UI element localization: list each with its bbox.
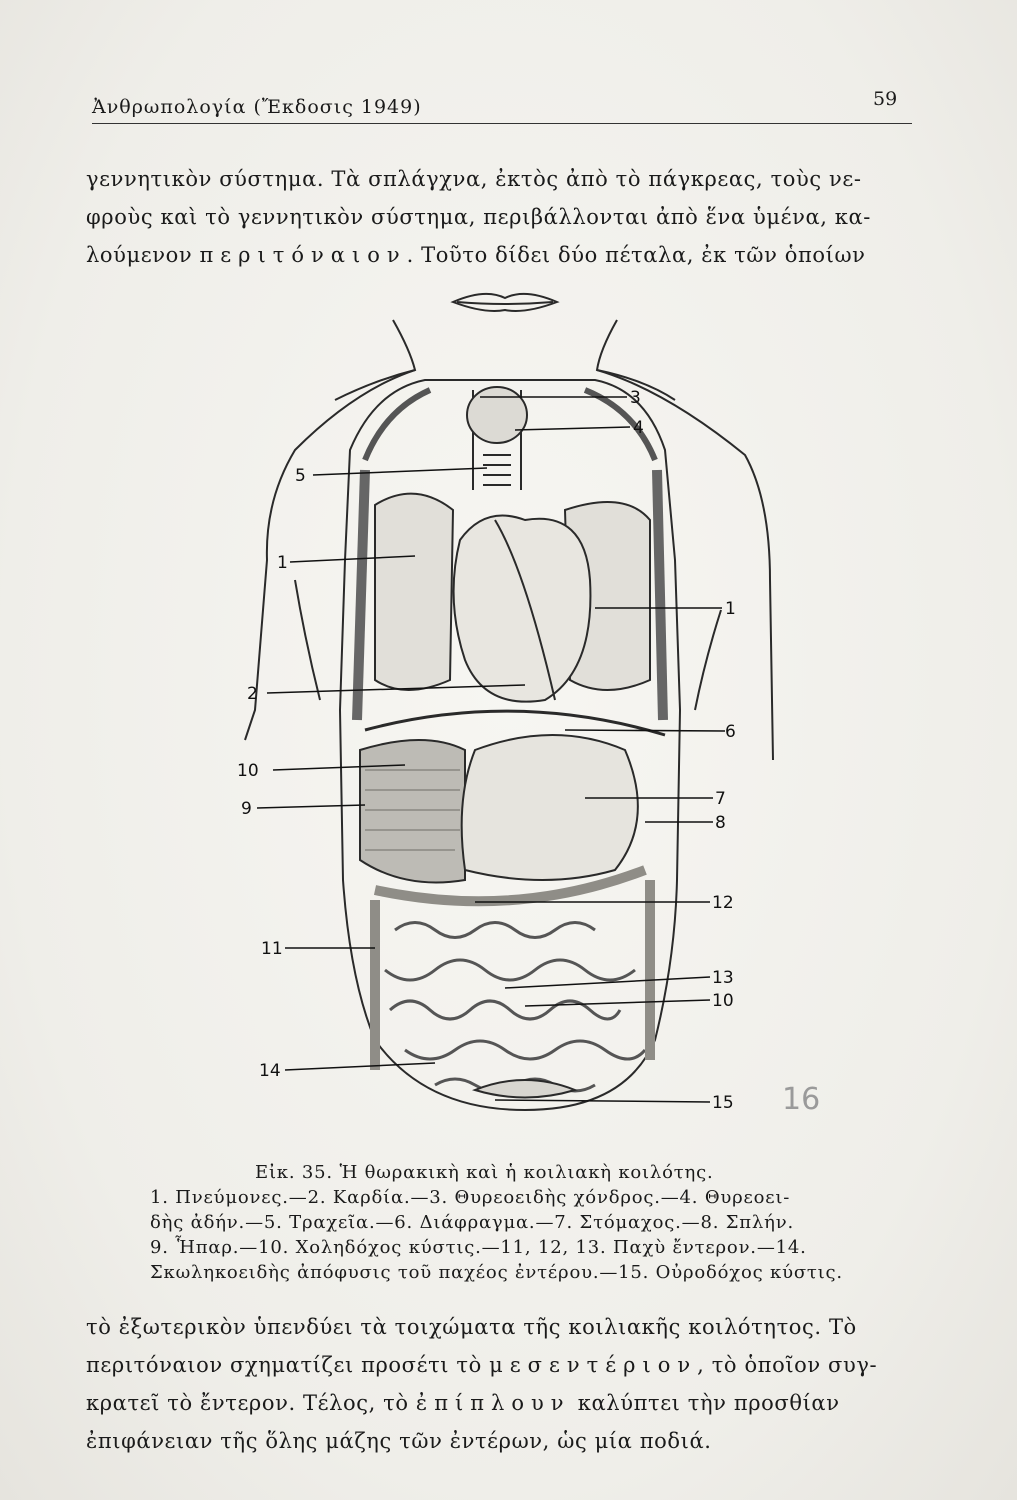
label-10-bottom: 10 xyxy=(712,991,734,1011)
label-9: 9 xyxy=(241,799,252,819)
label-1-right: 1 xyxy=(725,599,736,619)
text-line: γεννητικὸν σύστημα. Τὰ σπλάγχνα, ἐκτὸς ἀπὸ τὸ πάγκρεας, τοὺς νε- xyxy=(86,167,862,191)
leader-9 xyxy=(257,805,365,808)
thorax-abdomen-illustration xyxy=(225,280,785,1150)
label-3: 3 xyxy=(630,388,641,408)
spaced-term: ἐπίπλουν xyxy=(415,1391,571,1415)
text-line: λούμενον περιτόναιον. Τοῦτο δίδει δύο πέταλα, ἐκ τῶν ὁποίων xyxy=(86,243,866,267)
label-13: 13 xyxy=(712,968,734,988)
label-1-left: 1 xyxy=(277,553,288,573)
caption-line: 1. Πνεύμονες.—2. Καρδία.—3. Θυρεοειδὴς χόνδρος.—4. Θυρεοει- xyxy=(150,1187,791,1208)
caption-line: 9. Ἧπαρ.—10. Χοληδόχος κύστις.—11, 12, 13. Παχὺ ἔντερον.—14. xyxy=(150,1237,807,1258)
leader-15 xyxy=(495,1100,710,1102)
spaced-term: περιτόναιον xyxy=(199,243,407,267)
caption-title: Εἰκ. 35. Ἡ θωρακικὴ καὶ ἡ κοιλιακὴ κοιλότης. xyxy=(255,1162,714,1183)
body-text-top xyxy=(86,160,926,274)
text-line: ἐπιφάνειαν τῆς ὅλης μάζης τῶν ἐντέρων, ὡς μία ποδιά. xyxy=(86,1429,712,1453)
label-5: 5 xyxy=(295,466,306,486)
text-line: φροὺς καὶ τὸ γεννητικὸν σύστημα, περιβάλλονται ἀπὸ ἕνα ὑμένα, κα- xyxy=(86,205,871,229)
label-11: 11 xyxy=(261,939,283,959)
running-title: Ἀνθρωπολογία (Ἔκδοσις 1949) xyxy=(92,96,422,118)
label-10-top: 10 xyxy=(237,761,259,781)
figure-caption xyxy=(150,1160,910,1285)
pencil-annotation: 16 xyxy=(782,1082,821,1117)
label-15: 15 xyxy=(712,1093,734,1113)
leader-4 xyxy=(515,427,630,430)
caption-line: δὴς ἀδήν.—5. Τραχεῖα.—6. Διάφραγμα.—7. Στόμαχος.—8. Σπλήν. xyxy=(150,1212,794,1233)
caption-line: Σκωληκοειδὴς ἀπόφυσις τοῦ παχέος ἐντέρου.—15. Οὐροδόχος κύστις. xyxy=(150,1262,843,1283)
leader-6 xyxy=(565,730,725,731)
anatomy-figure xyxy=(225,280,785,1150)
text-line: τὸ ἐξωτερικὸν ὑπενδύει τὰ τοιχώματα τῆς κοιλιακῆς κοιλότητος. Τὸ xyxy=(86,1315,857,1339)
leader-10b xyxy=(525,1000,710,1006)
text-line: περιτόναιον σχηματίζει προσέτι τὸ μεσεντέριον, τὸ ὁποῖον συγ- xyxy=(86,1353,878,1377)
label-12: 12 xyxy=(712,893,734,913)
label-7: 7 xyxy=(715,789,726,809)
label-14: 14 xyxy=(259,1061,281,1081)
leader-14 xyxy=(285,1063,435,1070)
label-6: 6 xyxy=(725,722,736,742)
body-text-bottom xyxy=(86,1308,926,1460)
leader-5 xyxy=(313,468,487,475)
header-rule xyxy=(92,123,912,124)
label-2: 2 xyxy=(247,684,258,704)
spaced-term: μεσεντέριον xyxy=(489,1353,698,1377)
label-8: 8 xyxy=(715,813,726,833)
page-number: 59 xyxy=(873,88,898,110)
text-line: κρατεῖ τὸ ἔντερον. Τέλος, τὸ ἐπίπλουν καλύπτει τὴν προσθίαν xyxy=(86,1391,840,1415)
label-4: 4 xyxy=(633,418,644,438)
